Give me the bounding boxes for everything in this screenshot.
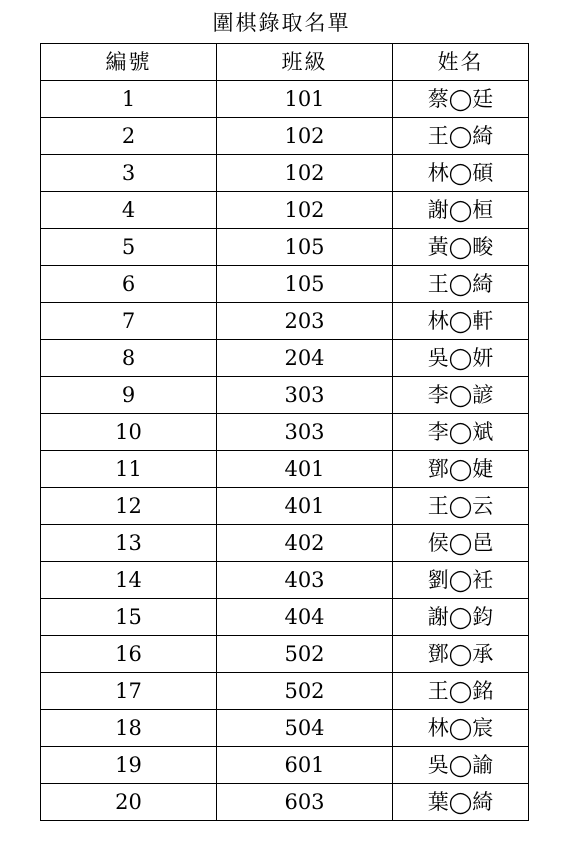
cell-class: 101 [217, 81, 393, 118]
cell-class: 102 [217, 192, 393, 229]
cell-name: 王◯銘 [393, 673, 529, 710]
cell-number: 3 [41, 155, 217, 192]
table-row [41, 747, 529, 784]
table-row [41, 599, 529, 636]
cell-name: 鄧◯婕 [393, 451, 529, 488]
header-name: 姓名 [393, 44, 529, 81]
table-row [41, 710, 529, 747]
cell-name: 蔡◯廷 [393, 81, 529, 118]
cell-number: 10 [41, 414, 217, 451]
table-row [41, 377, 529, 414]
cell-number: 2 [41, 118, 217, 155]
table-row [41, 340, 529, 377]
cell-name: 黃◯畯 [393, 229, 529, 266]
table-row [41, 118, 529, 155]
cell-number: 6 [41, 266, 217, 303]
cell-class: 404 [217, 599, 393, 636]
cell-name: 李◯諺 [393, 377, 529, 414]
cell-class: 504 [217, 710, 393, 747]
cell-class: 402 [217, 525, 393, 562]
cell-name: 林◯宸 [393, 710, 529, 747]
cell-number: 20 [41, 784, 217, 821]
cell-number: 4 [41, 192, 217, 229]
cell-name: 林◯碩 [393, 155, 529, 192]
page-title: 圍棋錄取名單 [212, 11, 351, 35]
cell-name: 吳◯妍 [393, 340, 529, 377]
cell-class: 203 [217, 303, 393, 340]
cell-number: 16 [41, 636, 217, 673]
table-row [41, 229, 529, 266]
table-row [41, 81, 529, 118]
cell-number: 7 [41, 303, 217, 340]
cell-number: 15 [41, 599, 217, 636]
cell-name: 謝◯桓 [393, 192, 529, 229]
table-row [41, 488, 529, 525]
cell-class: 502 [217, 636, 393, 673]
cell-name: 葉◯綺 [393, 784, 529, 821]
cell-class: 403 [217, 562, 393, 599]
cell-name: 王◯綺 [393, 266, 529, 303]
table-header-row [41, 44, 529, 81]
cell-name: 吳◯諭 [393, 747, 529, 784]
cell-class: 105 [217, 229, 393, 266]
header-number: 編號 [41, 44, 217, 81]
cell-class: 603 [217, 784, 393, 821]
cell-number: 14 [41, 562, 217, 599]
admission-list-table [40, 43, 529, 821]
cell-class: 204 [217, 340, 393, 377]
table-row [41, 414, 529, 451]
cell-class: 502 [217, 673, 393, 710]
cell-name: 王◯云 [393, 488, 529, 525]
cell-number: 11 [41, 451, 217, 488]
cell-number: 1 [41, 81, 217, 118]
cell-name: 王◯綺 [393, 118, 529, 155]
cell-name: 李◯斌 [393, 414, 529, 451]
table-body [41, 81, 529, 821]
cell-number: 19 [41, 747, 217, 784]
cell-class: 601 [217, 747, 393, 784]
cell-name: 林◯軒 [393, 303, 529, 340]
cell-name: 謝◯鈞 [393, 599, 529, 636]
table-row [41, 562, 529, 599]
cell-number: 13 [41, 525, 217, 562]
table-row [41, 784, 529, 821]
cell-class: 303 [217, 414, 393, 451]
cell-class: 401 [217, 488, 393, 525]
table-row [41, 451, 529, 488]
cell-name: 劉◯衽 [393, 562, 529, 599]
table-row [41, 303, 529, 340]
table-row [41, 673, 529, 710]
table-row [41, 192, 529, 229]
table-row [41, 636, 529, 673]
table-row [41, 155, 529, 192]
cell-class: 102 [217, 155, 393, 192]
cell-class: 401 [217, 451, 393, 488]
cell-number: 12 [41, 488, 217, 525]
cell-name: 侯◯邑 [393, 525, 529, 562]
cell-number: 18 [41, 710, 217, 747]
cell-number: 5 [41, 229, 217, 266]
table-row [41, 525, 529, 562]
header-class: 班級 [217, 44, 393, 81]
cell-name: 鄧◯承 [393, 636, 529, 673]
cell-number: 8 [41, 340, 217, 377]
cell-number: 9 [41, 377, 217, 414]
cell-class: 102 [217, 118, 393, 155]
cell-class: 303 [217, 377, 393, 414]
table-row [41, 266, 529, 303]
cell-class: 105 [217, 266, 393, 303]
cell-number: 17 [41, 673, 217, 710]
